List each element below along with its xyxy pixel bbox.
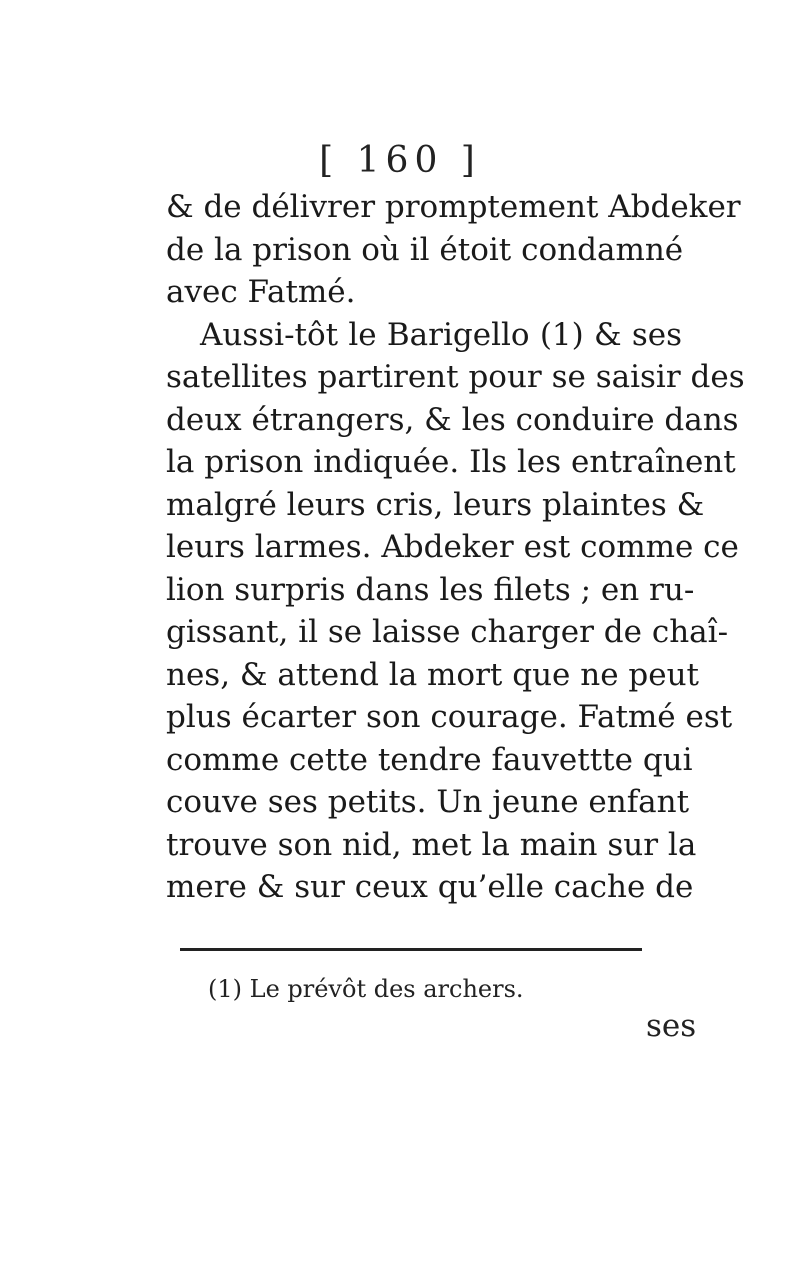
- catchword: ses: [646, 1008, 697, 1044]
- text-line: couve ses petits. Un jeune enfant: [166, 784, 690, 820]
- page-number-header: [ 160 ]: [319, 140, 481, 181]
- text-line: comme cette tendre fauvettte qui: [166, 741, 693, 778]
- footnote: (1) Le prévôt des archers.: [208, 975, 524, 1003]
- text-line: Aussi-tôt le Barigello (1) & ses: [200, 316, 682, 353]
- text-line: & de délivrer promptement Abdeker: [166, 189, 741, 225]
- text-line: nes, & attend la mort que ne peut: [166, 656, 700, 693]
- text-line: deux étrangers, & les conduire dans: [166, 401, 739, 438]
- footnote-divider: [180, 948, 642, 951]
- text-line: leurs larmes. Abdeker est comme ce: [166, 529, 739, 565]
- text-line: gissant, il se laisse charger de chaî-: [166, 614, 729, 650]
- text-line: mere & sur ceux qu’elle cache de: [166, 869, 694, 905]
- text-line: plus écarter son courage. Fatmé est: [166, 699, 733, 735]
- body-text: [166, 186, 745, 909]
- text-line: avec Fatmé.: [166, 274, 356, 310]
- text-line: lion surpris dans les filets ; en ru-: [166, 571, 695, 608]
- text-line: satellites partirent pour se saisir des: [166, 359, 745, 395]
- text-line: trouve son nid, met la main sur la: [166, 826, 697, 863]
- text-line: malgré leurs cris, leurs plaintes &: [166, 486, 705, 523]
- text-line: de la prison où il étoit condamné: [166, 231, 684, 268]
- text-line: la prison indiquée. Ils les entraînent: [166, 444, 736, 480]
